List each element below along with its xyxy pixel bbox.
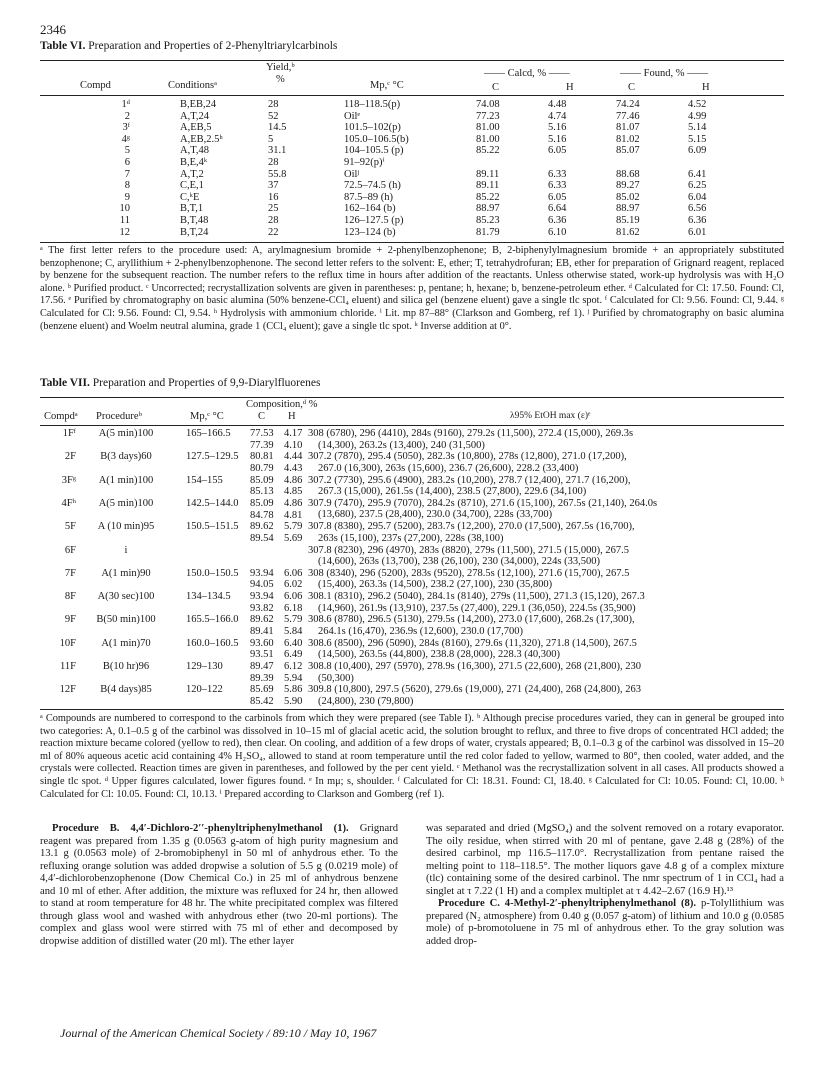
table-cell: B(4 days)85 xyxy=(100,684,152,696)
uv-line: (50,300) xyxy=(318,672,354,684)
table-cell: 105.0–106.5(b) xyxy=(344,133,409,145)
table-cell: 5.94 xyxy=(284,672,303,684)
table-cell: 4.99 xyxy=(688,110,707,122)
table-cell: 6.05 xyxy=(548,145,567,157)
table-cell-uv xyxy=(308,428,784,451)
uv-line: 308.6 (8500), 296 (5090), 284s (8160), 279.6s (11,320), 271.8 (14,500), 267.5 xyxy=(308,637,637,649)
table-cell: 134–134.5 xyxy=(186,591,231,603)
table-cell: 81.79 xyxy=(476,226,500,238)
table-cell: 93.51 xyxy=(250,649,274,661)
t6-col-compd xyxy=(94,99,130,238)
table-cell: 5.14 xyxy=(688,122,707,134)
table-cell: A,T,2 xyxy=(180,168,204,180)
t7-h-lambda: λ95% EtOH max (ε)ᵉ xyxy=(510,411,591,421)
table-cell: 10 xyxy=(119,203,130,215)
uv-line: 308 (6780), 296 (4410), 284s (9160), 279.2s (11,500), 272.4 (15,000), 269.3s xyxy=(308,428,634,439)
uv-line: 307.9 (7470), 295.9 (7070), 284.2s (8710), 271.6 (15,100), 267.5s (21,140), 264.0s xyxy=(308,497,658,509)
table-cell: 123–124 (b) xyxy=(344,226,396,238)
table-cell: 94.05 xyxy=(250,579,274,591)
table-cell: 6.01 xyxy=(688,226,707,238)
table-cell: 3ᶠ xyxy=(122,122,130,134)
table6-label: Table VI. xyxy=(40,40,86,52)
table-cell: 85.13 xyxy=(250,486,274,498)
table6-footnote: ᵃ The first letter refers to the procedure used: A, arylmagnesium bromide + 2-phenylbenzophenone; B, 2-biphenylylmagnesium bromide + an appropriately substituted benzophenone; C, aryllithium + 2-phenylbenzophenone. The second letter refers to the solvent: E, ether; T, tetrahydrofuran; EB, ether for preparation of Grignard reagent, replaced by benzene for the subsequent reaction. The number refers to the reflux time in hours after addition of the reactants. Unless otherwise stated, work-up hydrolysis was with H₂O alone. ᵇ Purified product. ᶜ Uncorrected; recrystallization solvents are given in parentheses: p, pentane; h, hexane; b, benzene-petroleum ether. ᵈ Calculated for Cl: 17.50. Found: Cl, 17.56. ᵉ Purified by chromatography on basic alumina (50% benzene-CCl₄ eluent) and silica gel (benzene eluent) gave a single tlc spot. ᶠ Calculated for Cl: 9.56. Found: Cl, 9.44. ᵍ Calculated for Cl: 9.56. Found: Cl, 9.54. ʰ Hydrolysis with ammonium chloride. ⁱ Lit. mp 87–88° (Clarkson and Gomberg, ref 1). ʲ Purified by chromatography on basic alumina (benzene eluent) and Woelm neutral alumina, grade 1 (CCl₄ eluent); gave a single tlc spot. ᵏ Inverse addition at 0°. xyxy=(40,245,784,332)
table-cell: A,EB,2.5ʰ xyxy=(180,133,223,145)
table-cell: 10F xyxy=(59,637,76,649)
table-cell: 150.0–150.5 xyxy=(186,567,239,579)
table-cell-uv xyxy=(308,684,784,707)
t6-h-found-c: C xyxy=(628,82,636,93)
table-cell: 5.79 xyxy=(284,614,303,626)
table-cell: 4.86 xyxy=(284,497,303,509)
t7-h-c: C xyxy=(258,411,266,422)
procedure-c-title: Procedure C. 4-Methyl-2′-phenyltriphenylmethanol (8). xyxy=(438,898,697,909)
table-cell-uv xyxy=(308,661,784,684)
table-cell xyxy=(688,157,706,169)
table-cell: A(1 min)90 xyxy=(101,567,151,579)
table-cell: 87.5–89 (h) xyxy=(344,191,393,203)
table-cell: 77.53 xyxy=(250,428,274,439)
table-cell: 74.24 xyxy=(616,99,640,110)
table-cell: 72.5–74.5 (h) xyxy=(344,180,401,192)
t7-h-mp: Mp,ᶜ °C xyxy=(190,411,224,422)
table-cell: 7F xyxy=(64,567,76,579)
table-cell: 6.36 xyxy=(688,214,707,226)
uv-line: 308 (8340), 296 (5200), 283s (9520), 278.5s (12,100), 271.6 (15,700), 267.5 xyxy=(308,567,630,579)
table-cell: 25 xyxy=(268,203,279,215)
uv-line: 308.8 (10,400), 297 (5970), 278.9s (16,300), 271.5 (22,600), 268 (21,800), 230 xyxy=(308,661,642,672)
uv-line: 264.1s (16,470), 236.9s (12,600), 230.0 (17,700) xyxy=(318,625,524,637)
t6-col-conditions xyxy=(180,99,223,238)
table-cell: i xyxy=(124,544,128,556)
table-cell: 6.18 xyxy=(284,602,303,614)
table-cell: 93.82 xyxy=(250,602,274,614)
table-cell: 8F xyxy=(64,591,76,603)
table-cell: 5.79 xyxy=(284,521,303,533)
table-cell: B(3 days)60 xyxy=(100,451,152,463)
table7-rule-bottom xyxy=(40,709,784,710)
table-cell: 6.06 xyxy=(284,591,303,603)
table-cell: 4ᵍ xyxy=(121,133,130,145)
t7-h-composition: Composition,ᵈ % xyxy=(246,399,318,410)
table-cell: 4.44 xyxy=(284,451,303,463)
table-cell: C,ᵏE xyxy=(180,191,200,203)
uv-line: 263s (15,100), 237s (27,200), 228s (38,100) xyxy=(318,532,504,544)
table-cell: 31.1 xyxy=(268,145,287,157)
table-cell: 89.11 xyxy=(476,168,500,180)
table-cell: 93.94 xyxy=(250,567,274,579)
table-cell: 85.42 xyxy=(250,695,274,707)
t6-col-mp xyxy=(344,99,409,238)
table-cell: 85.02 xyxy=(616,191,640,203)
t6-col-calcd-h xyxy=(548,99,566,238)
table-cell: 93.94 xyxy=(250,591,274,603)
table-cell: 5.84 xyxy=(284,626,303,637)
table-cell: 5.90 xyxy=(284,695,303,707)
table-cell: 5.86 xyxy=(284,684,303,696)
t6-h-conditions: Conditionsᵃ xyxy=(168,80,217,91)
table-cell: 129–130 xyxy=(186,661,223,672)
table-cell: 1ᵈ xyxy=(121,99,130,110)
table-cell: 4.81 xyxy=(284,509,303,521)
table6-title: Preparation and Properties of 2-Phenyltriarylcarbinols xyxy=(88,40,338,52)
table-cell: 28 xyxy=(268,99,279,110)
table-cell: 80.81 xyxy=(250,451,274,463)
table-cell-uv xyxy=(308,545,784,568)
table-cell-uv xyxy=(308,568,784,591)
table-cell: 2 xyxy=(124,110,130,122)
journal-footer: Journal of the American Chemical Society / 89:10 / May 10, 1967 xyxy=(60,1026,377,1040)
table-cell: 89.62 xyxy=(250,614,274,626)
t6-h-calcd: —— Calcd, % —— xyxy=(484,68,570,79)
table-cell: 9F xyxy=(64,614,76,626)
uv-line: (24,800), 230 (79,800) xyxy=(318,695,414,707)
t6-h-found-h: H xyxy=(702,82,710,93)
t6-h-calcd-h: H xyxy=(566,82,574,93)
uv-line: (14,600), 263s (13,700), 238 (26,100), 230 (34,000), 224s (33,500) xyxy=(318,556,601,568)
table-cell: 5.15 xyxy=(688,133,707,145)
table-cell: 81.62 xyxy=(616,226,640,238)
table-cell: A(5 min)100 xyxy=(98,497,154,509)
table7-label: Table VII. xyxy=(40,377,90,389)
table-cell: 6 xyxy=(124,156,130,168)
t6-col-calcd-c xyxy=(476,99,500,238)
table-cell: 74.08 xyxy=(476,99,500,110)
table-cell: 6.33 xyxy=(548,180,567,192)
procedure-c-text: p-Tolyllithium was prepared (N₂ atmosphere) from 0.40 g (0.057 g-atom) of lithium and 10.0 g (0.0585 mole) of p-bromotoluene in 75 ml of anhydrous ether. To the gray solution was added drop- xyxy=(426,898,784,947)
table-cell xyxy=(476,157,500,169)
uv-line: 308.1 (8310), 296.2 (5040), 284.1s (8140), 279s (11,500), 271.3 (15,120), 267.3 xyxy=(308,591,645,603)
procedure-b-text: Grignard reagent was prepared from 1.35 g (0.0563 g-atom of high purity magnesium and 13.1 g (0.0563 mole) of 2-bromobiphenyl in 50 ml of anhydrous ether. To the refluxing orange solution was added dropwise a solution of 5.5 g (0.0219 mole) of 4,4′-dichlorobenzophenone (Dow Chemical Co.) in 25 ml of anhydrous benzene and 10 ml of ether. After addition, the mixture was refluxed for 24 hr, then allowed to stand at room temperature for 48 hr. The white precipitated complex was filtered through glass wool and washed with anhydrous ether (two 20-ml portions). The complex and glass wool were stirred with 75 ml of ether and decomposed by dropwise addition of distilled water (20 ml). The ether layer xyxy=(40,823,398,947)
table7-rule-head xyxy=(40,425,784,426)
table-cell: 88.68 xyxy=(616,168,640,180)
table6-rule-head xyxy=(40,95,784,96)
uv-line: (13,680), 237.5 (28,400), 230.0 (34,700), 228s (33,700) xyxy=(318,509,553,521)
table-cell: 7 xyxy=(124,168,130,180)
table7-rule-top xyxy=(40,397,784,398)
t6-h-yield: Yield,ᵇ xyxy=(266,62,295,73)
procedure-b-continued: was separated and dried (MgSO₄) and the solvent removed on a rotary evaporator. The oily residue, when stirred with 20 ml of pentane, gave 2.48 g (28%) of the desired carbinol, mp 116.5–117.0°. Recrystallization from pentane raised the melting point to 118–118.5°. The mother liquors gave 4.8 g of a complex mixture (tlc) containing some of the desired carbinol. The nmr spectrum of 1 in CCl₄ had a singlet at τ 7.22 (1 H) and a complex multiplet at τ 4.42–2.67 (16.9 H).¹³ xyxy=(426,823,784,897)
table7-title: Preparation and Properties of 9,9-Diarylfluorenes xyxy=(92,377,321,389)
table-cell: 5 xyxy=(268,133,274,145)
uv-line: 307.2 (7870), 295.4 (5050), 282.3s (10,800), 278s (12,800), 271.0 (17,200), xyxy=(308,451,627,463)
table-cell xyxy=(548,157,566,169)
table-cell: 6.36 xyxy=(548,214,567,226)
table-cell: 150.5–151.5 xyxy=(186,521,239,533)
table-cell: 4.17 xyxy=(284,428,303,439)
table-cell: 77.46 xyxy=(616,110,640,122)
t6-h-mp: Mp,ᶜ °C xyxy=(370,80,404,91)
table-cell: 1Fᶠ xyxy=(62,428,76,439)
uv-line: (14,500), 263.5s (44,800), 238.8 (28,000), 228.3 (40,300) xyxy=(318,649,561,661)
table-cell: 165.5–166.0 xyxy=(186,614,239,626)
t6-h-found: —— Found, % —— xyxy=(620,68,709,79)
table-cell: 104–105.5 (p) xyxy=(344,145,404,157)
table-cell: 85.22 xyxy=(476,191,500,203)
table-cell: 81.07 xyxy=(616,122,640,134)
table-cell: 81.00 xyxy=(476,133,500,145)
table-cell: 6.09 xyxy=(688,145,707,157)
table-cell: 4.85 xyxy=(284,486,303,498)
t6-h-calcd-label: Calcd, % xyxy=(507,68,547,79)
table-cell: 85.23 xyxy=(476,214,500,226)
table-cell: 6.64 xyxy=(548,203,567,215)
table-cell: B,E,4ᵏ xyxy=(180,156,208,168)
table7-caption xyxy=(40,377,320,389)
table-cell: A(1 min)70 xyxy=(101,637,151,649)
table-cell: 4.52 xyxy=(688,99,707,110)
uv-line: 267.3 (15,000), 261.5s (14,400), 238.5 (27,800), 229.6 (34,100) xyxy=(318,486,587,498)
table-cell: 5.69 xyxy=(284,532,303,544)
table-cell-uv xyxy=(308,451,784,474)
table-cell: 37 xyxy=(268,180,279,192)
table6-caption xyxy=(40,40,337,52)
table-cell: 6.56 xyxy=(688,203,707,215)
t7-h-h: H xyxy=(288,411,296,422)
table-cell: 89.62 xyxy=(250,521,274,533)
table-cell-uv xyxy=(308,475,784,498)
table-cell: 89.27 xyxy=(616,180,640,192)
table-cell: 120–122 xyxy=(186,684,223,696)
table-cell: A(30 sec)100 xyxy=(97,591,155,603)
table-cell: 85.22 xyxy=(476,145,500,157)
table-cell: 8 xyxy=(124,180,130,192)
t7-h-compd: Compdᵃ xyxy=(44,411,78,422)
table-cell: 5.16 xyxy=(548,133,567,145)
table-cell: 77.39 xyxy=(250,439,274,451)
uv-line: 267.0 (16,300), 263s (15,600), 236.7 (26,600), 228.2 (33,400) xyxy=(318,462,579,474)
table-cell: 5F xyxy=(64,521,76,533)
table-cell: 28 xyxy=(268,214,279,226)
table-cell: 6.40 xyxy=(284,637,303,649)
table-cell: A,T,48 xyxy=(180,145,209,157)
table-cell: Oilᵉ xyxy=(344,110,361,122)
table-cell: 85.09 xyxy=(250,497,274,509)
table-cell: B,T,24 xyxy=(180,226,209,238)
table-cell: B(50 min)100 xyxy=(96,614,156,626)
table-cell: 55.8 xyxy=(268,168,287,180)
table-cell: 165–166.5 xyxy=(186,428,231,439)
uv-line: (15,400), 263.3s (14,500), 238.2 (27,100), 230 (35,800) xyxy=(318,579,553,591)
table-cell: 14.5 xyxy=(268,122,287,134)
table6-rule-top xyxy=(40,60,784,61)
uv-line: 309.8 (10,800), 297.5 (5620), 279.6s (19,000), 271 (24,400), 268 (24,800), 263 xyxy=(308,684,642,696)
table-cell: C,E,1 xyxy=(180,180,204,192)
table-cell: B,EB,24 xyxy=(180,99,217,110)
table-cell: 89.47 xyxy=(250,661,274,672)
uv-line: 308.6 (8780), 296.5 (5130), 279.5s (14,200), 273.0 (17,600), 268.2s (17,300), xyxy=(308,614,635,626)
t6-col-found-h xyxy=(688,99,706,238)
table-cell: 28 xyxy=(268,156,279,168)
table-cell: 3Fᵍ xyxy=(61,474,76,486)
table-cell: 11F xyxy=(60,661,76,672)
t7-h-procedure: Procedureᵇ xyxy=(96,411,142,422)
table-cell: 6.12 xyxy=(284,661,303,672)
table-cell: 6.10 xyxy=(548,226,567,238)
table-cell: 88.97 xyxy=(476,203,500,215)
table-cell: 85.19 xyxy=(616,214,640,226)
table-cell: 142.5–144.0 xyxy=(186,497,239,509)
table-cell: A,EB,5 xyxy=(180,122,212,134)
table6-rule-bottom xyxy=(40,242,784,243)
table-cell: 89.39 xyxy=(250,672,274,684)
table-cell: 5.16 xyxy=(548,122,567,134)
table-cell: 16 xyxy=(268,191,279,203)
table-cell: 91–92(p)ⁱ xyxy=(344,156,385,168)
table-cell: 4.43 xyxy=(284,462,303,474)
table-cell: B,T,48 xyxy=(180,214,209,226)
table-cell-uv xyxy=(308,591,784,614)
table-cell: 81.02 xyxy=(616,133,640,145)
table-cell: 9 xyxy=(124,191,130,203)
uv-line: 307.8 (8380), 295.7 (5200), 283.7s (12,200), 270.0 (17,500), 267.5s (16,700), xyxy=(308,521,635,533)
table-cell: 6.04 xyxy=(688,191,707,203)
table-cell: 6.02 xyxy=(284,579,303,591)
table-cell: 81.00 xyxy=(476,122,500,134)
table-cell: 6F xyxy=(64,544,76,556)
table-cell: 4.74 xyxy=(548,110,567,122)
right-column xyxy=(426,823,784,948)
table-cell: B(10 hr)96 xyxy=(102,661,150,672)
t6-h-calcd-c: C xyxy=(492,82,500,93)
table-cell: 126–127.5 (p) xyxy=(344,214,404,226)
table-cell: A,T,24 xyxy=(180,110,209,122)
table-cell: 154–155 xyxy=(186,474,223,486)
table-cell: 118–118.5(p) xyxy=(344,99,401,110)
table-cell: 4.86 xyxy=(284,474,303,486)
table-cell: 89.54 xyxy=(250,532,274,544)
table-cell: 162–164 (b) xyxy=(344,203,396,215)
table-cell-uv xyxy=(308,498,784,521)
t6-h-found-label: Found, % xyxy=(643,68,685,79)
table-cell: 160.0–160.5 xyxy=(186,637,239,649)
table-cell: 101.5–102(p) xyxy=(344,122,401,134)
table-cell: 127.5–129.5 xyxy=(186,451,239,463)
table-cell: 6.41 xyxy=(688,168,707,180)
table-cell: 85.09 xyxy=(250,474,274,486)
t6-col-found-c xyxy=(616,99,640,238)
table-cell-uv xyxy=(308,521,784,544)
uv-line: (14,960), 261.9s (13,910), 237.5s (27,400), 229.1 (36,050), 224.5s (35,900) xyxy=(318,602,636,614)
table-cell-uv xyxy=(308,614,784,637)
table-cell: 6.33 xyxy=(548,168,567,180)
table-cell: 6.25 xyxy=(688,180,707,192)
table-cell: 6.05 xyxy=(548,191,567,203)
table-cell: A(5 min)100 xyxy=(98,428,154,439)
table-cell: B,T,1 xyxy=(180,203,204,215)
t6-col-yield xyxy=(268,99,286,238)
table-cell: 77.23 xyxy=(476,110,500,122)
table-cell: 93.60 xyxy=(250,637,274,649)
table-cell: 12F xyxy=(59,684,76,696)
table7-footnote: ᵃ Compounds are numbered to correspond to the carbinols from which they were prepared (see Table I). ᵇ Although precise procedures varied, they can in general be grouped into two categories: A, 0.1–0.5 g of the carbinol was dissolved in 10–15 ml of glacial acetic acid, the solution brought to reflux, and three to five drops of concentrated HCl added; the reaction mixture became colored (yellow to red), then clear. On cooling, and addition of a few drops of water, crystals appeared; B, 0.1–0.3 g of the carbinol was dissolved in 15–20 ml of 80% aqueous acetic acid containing 4% H₂SO₄, allowed to stand at room temperature until the red color faded to yellow, warmed to 80°, then cooled, water added, and the crystals were collected. Reaction times are given in parentheses, and followed by the per cent yield. ᶜ Methanol was the recrystallization solvent in all cases. All products showed a single tlc spot. ᵈ Upper figures calculated, lower figures found. ᵉ In mμ; s, shoulder. ᶠ Calculated for Cl: 18.31. Found: Cl, 18.40. ᵍ Calculated for Cl: 10.05. Found: Cl, 10.00. ʰ Calculated for Cl: 10.05. Found: Cl, 10.13. ⁱ Prepared according to Clarkson and Gomberg (ref 1). xyxy=(40,713,784,800)
procedure-b-title: Procedure B. 4,4′-Dichloro-2′′-phenyltriphenylmethanol (1). xyxy=(52,823,349,834)
table-cell: 80.79 xyxy=(250,462,274,474)
table-cell: 2F xyxy=(64,451,76,463)
table-cell: Oilʲ xyxy=(344,168,360,180)
table-cell: 85.07 xyxy=(616,145,640,157)
t6-h-yield-unit: % xyxy=(276,74,285,85)
t6-h-compd: Compd xyxy=(80,80,111,91)
table-cell: 84.78 xyxy=(250,509,274,521)
uv-line: 307.8 (8230), 296 (4970), 283s (8820), 279s (11,500), 271.5 (15,000), 267.5 xyxy=(308,544,629,556)
table-cell: 85.69 xyxy=(250,684,274,696)
uv-line: (14,300), 263.2s (13,400), 240 (31,500) xyxy=(318,439,485,451)
table-cell: 4.10 xyxy=(284,439,303,451)
table-cell: 4.48 xyxy=(548,99,567,110)
table-cell: 88.97 xyxy=(616,203,640,215)
table-cell: A (10 min)95 xyxy=(97,521,155,533)
table-cell: 5 xyxy=(124,145,130,157)
uv-line: 307.2 (7730), 295.6 (4900), 283.2s (10,200), 278.7 (12,400), 271.7 (16,200), xyxy=(308,474,631,486)
table-cell: 89.11 xyxy=(476,180,500,192)
table-cell xyxy=(616,157,640,169)
table-cell-uv xyxy=(308,638,784,661)
table-cell: A(1 min)100 xyxy=(98,474,154,486)
table-cell: 52 xyxy=(268,110,279,122)
left-column xyxy=(40,823,398,948)
table-cell: 11 xyxy=(119,214,130,226)
table-cell: 4Fʰ xyxy=(61,497,76,509)
table-cell: 6.49 xyxy=(284,649,303,661)
table-cell: 89.41 xyxy=(250,626,274,637)
table-cell: 22 xyxy=(268,226,279,238)
table-cell: 12 xyxy=(119,226,130,238)
table-cell: 6.06 xyxy=(284,567,303,579)
page-number: 2346 xyxy=(40,22,66,37)
